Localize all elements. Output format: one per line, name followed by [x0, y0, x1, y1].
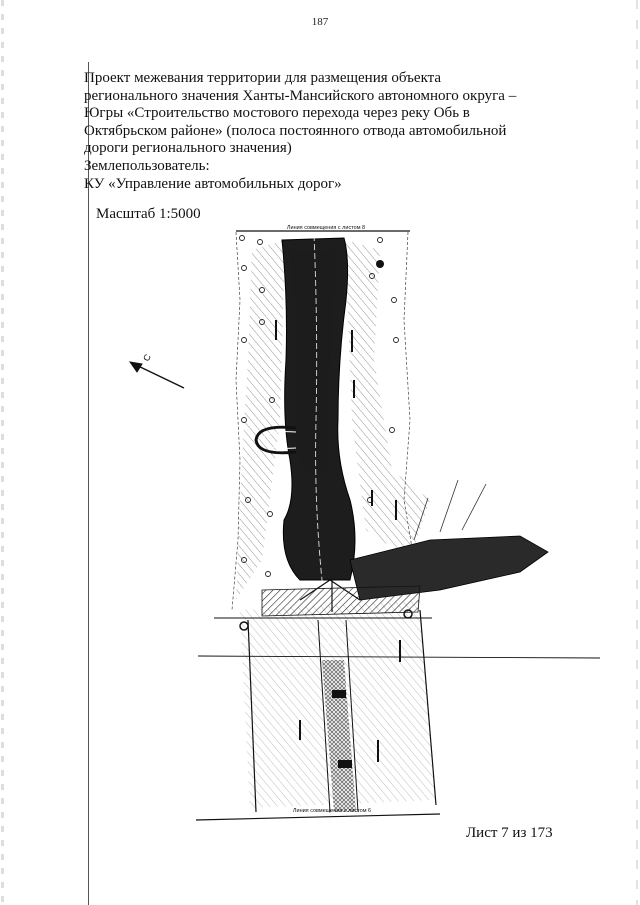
- north-arrow-label: С: [141, 352, 153, 363]
- embankment-right: [345, 240, 430, 560]
- match-line-top-label: Линия совмещения с листом 8: [286, 225, 366, 231]
- embankment-left: [236, 240, 285, 600]
- title-line-3: Югры «Строительство мостового перехода через реку Обь в: [84, 105, 470, 122]
- scale-label: Масштаб 1:5000: [96, 206, 201, 222]
- title-line-1: Проект межевания территории для размещения объекта: [84, 70, 442, 86]
- junction-area: [262, 586, 420, 616]
- title-line-4: Октябрьском районе» (полоса постоянного отвода автомобильной: [84, 122, 507, 139]
- land-user-name: КУ «Управление автомобильных дорог»: [84, 175, 342, 192]
- pier-marker-1: [332, 690, 346, 698]
- benchmark-point: [376, 260, 384, 268]
- title-line-2: регионального значения Ханты-Мансийского автономного округа –: [84, 87, 517, 104]
- sheet-number: Лист 7 из 173: [466, 825, 553, 841]
- match-line-bottom-label: Линия совмещения с листом 6: [292, 808, 372, 814]
- north-arrow: [130, 362, 184, 388]
- land-user-label: Землепользователь:: [84, 157, 210, 174]
- match-line-bottom-line: [196, 814, 440, 820]
- pier-marker-2: [338, 760, 352, 768]
- page-number: 187: [311, 16, 329, 28]
- title-line-5: дороги регионального значения): [84, 140, 292, 157]
